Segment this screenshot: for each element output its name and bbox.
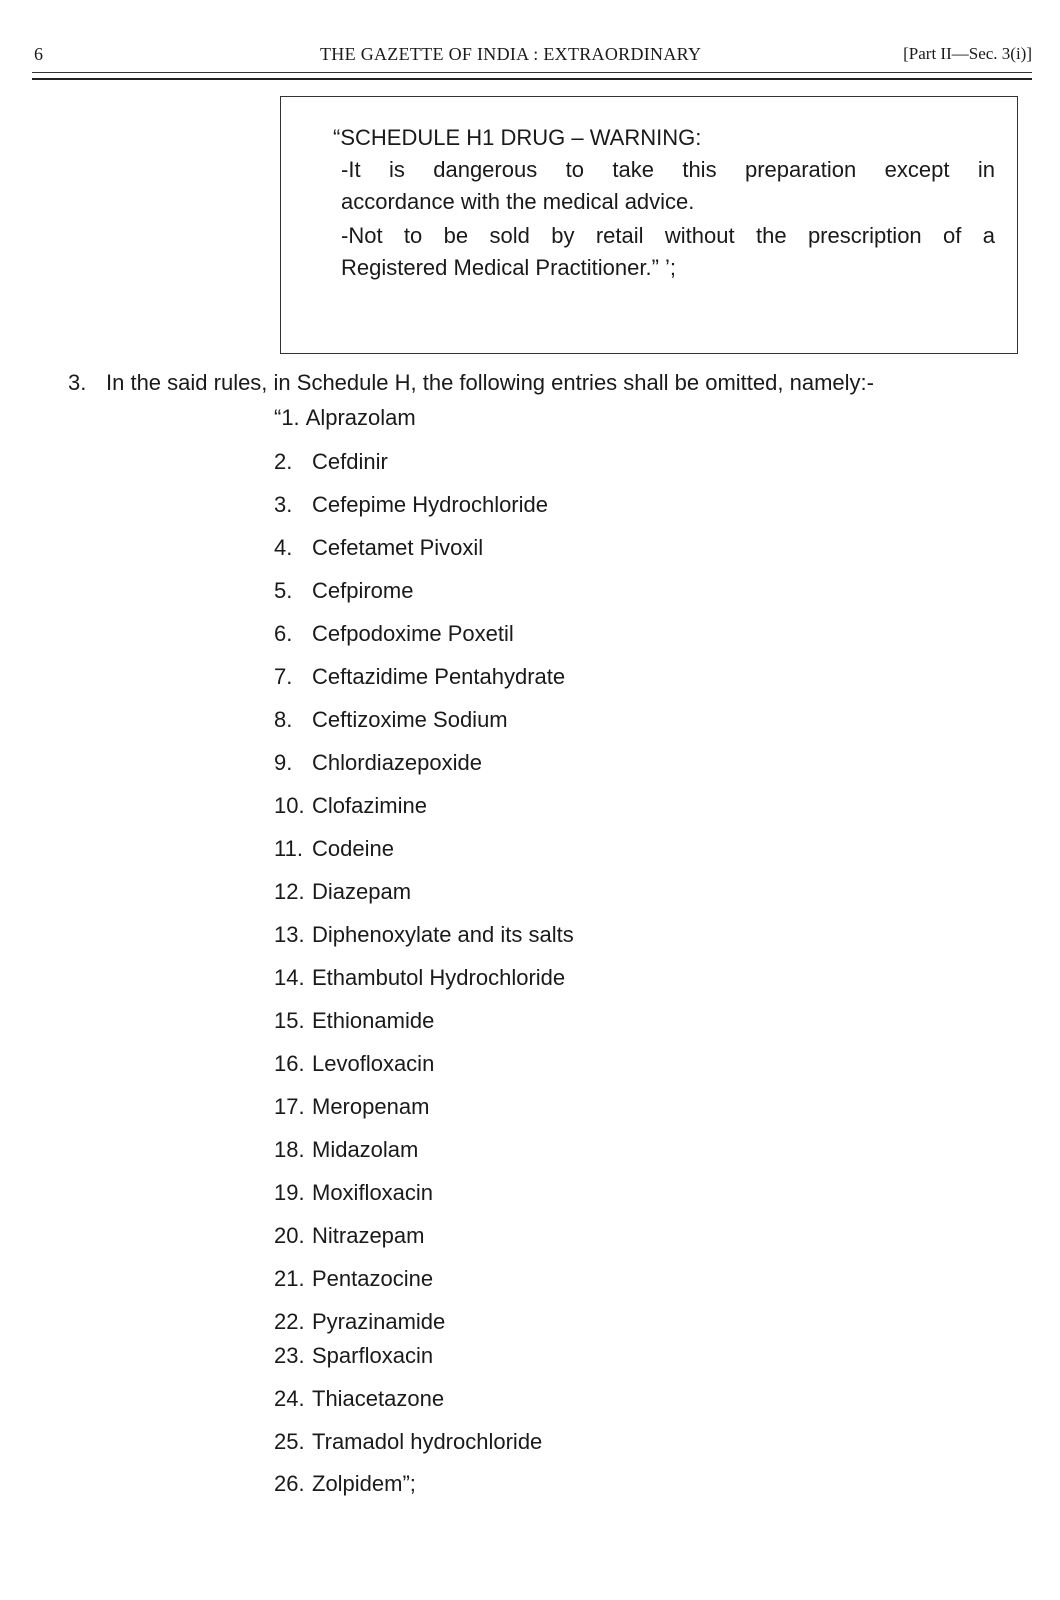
list-item [274, 1470, 416, 1498]
list-item-number: 8. [274, 707, 293, 732]
list-item [274, 663, 565, 691]
list-item-name: Pyrazinamide [312, 1309, 446, 1334]
list-item-number: 2. [274, 449, 293, 474]
list-item-name: Ethambutol Hydrochloride [312, 965, 566, 990]
list-item [274, 1007, 434, 1035]
list-item-number: 10. [274, 793, 305, 818]
list-item-name: Chlordiazepoxide [312, 750, 482, 775]
page-number: 6 [34, 44, 43, 64]
list-item-name: Diazepam [312, 879, 412, 904]
list-item-name: Cefpodoxime Poxetil [312, 621, 514, 646]
part-section-label: [Part II—Sec. 3(i)] [903, 44, 1032, 63]
list-item-name: Levofloxacin [312, 1051, 435, 1076]
list-item [274, 620, 514, 648]
list-item-number: 15. [274, 1008, 305, 1033]
list-item-number: 21. [274, 1266, 305, 1291]
warning-line-3: -Not to be sold by retail without the prescription of a [341, 223, 995, 248]
list-item-number: “1. [274, 405, 300, 430]
list-item-name: Sparfloxacin [312, 1343, 434, 1368]
list-item-name: Ceftazidime Pentahydrate [312, 664, 566, 689]
list-item [274, 964, 565, 992]
list-item-number: 7. [274, 664, 293, 689]
list-item-name: Cefpirome [312, 578, 414, 603]
list-item-name: Moxifloxacin [312, 1180, 434, 1205]
list-item-number: 6. [274, 621, 293, 646]
list-item-number: 3. [274, 492, 293, 517]
list-item-number: 25. [274, 1429, 305, 1454]
list-item-name: Meropenam [312, 1094, 430, 1119]
list-item-number: 5. [274, 578, 293, 603]
list-item [274, 534, 483, 562]
list-item-number: 14. [274, 965, 305, 990]
list-item [274, 577, 413, 605]
warning-title: “SCHEDULE H1 DRUG – WARNING: [333, 125, 702, 150]
warning-line-4: Registered Medical Practitioner.” ’; [341, 255, 677, 280]
list-item [274, 878, 411, 906]
list-item-name: Midazolam [312, 1137, 419, 1162]
list-item [274, 1428, 542, 1456]
list-item [274, 792, 427, 820]
list-item-number: 24. [274, 1386, 305, 1411]
list-item-name: Pentazocine [312, 1266, 434, 1291]
list-item-number: 20. [274, 1223, 305, 1248]
list-item-name: Ethionamide [312, 1008, 435, 1033]
list-item-name: Cefepime Hydrochloride [312, 492, 548, 517]
list-item [274, 1385, 444, 1413]
list-item [274, 1093, 429, 1121]
list-item-number: 12. [274, 879, 305, 904]
list-item-number: 22. [274, 1309, 305, 1334]
warning-line-2: accordance with the medical advice. [341, 189, 695, 214]
list-item-number: 16. [274, 1051, 305, 1076]
list-item-number: 9. [274, 750, 293, 775]
list-item [274, 1265, 433, 1293]
list-item-number: 19. [274, 1180, 305, 1205]
list-item-name: Codeine [312, 836, 394, 861]
list-item-name: Nitrazepam [312, 1223, 425, 1248]
gazette-title: THE GAZETTE OF INDIA : EXTRAORDINARY [320, 44, 702, 64]
list-item [274, 491, 548, 519]
list-item-name: Alprazolam [305, 405, 416, 430]
list-item [274, 448, 388, 476]
list-item-number: 4. [274, 535, 293, 560]
list-item-name: Zolpidem”; [312, 1471, 416, 1496]
list-item-name: Ceftizoxime Sodium [312, 707, 508, 732]
paragraph-text: In the said rules, in Schedule H, the following entries shall be omitted, namely:- [106, 370, 874, 395]
list-item-number: 13. [274, 922, 305, 947]
list-item-number: 17. [274, 1094, 305, 1119]
list-item-name: Diphenoxylate and its salts [312, 922, 574, 947]
list-item [274, 1342, 433, 1370]
list-item [274, 404, 416, 432]
list-item [274, 1136, 418, 1164]
paragraph-number: 3. [68, 370, 87, 395]
list-item-name: Tramadol hydrochloride [312, 1429, 543, 1454]
list-item-number: 11. [274, 836, 303, 861]
list-item [274, 706, 508, 734]
list-item [274, 749, 482, 777]
list-item-name: Clofazimine [312, 793, 427, 818]
list-item [274, 1050, 434, 1078]
warning-line-1: -It is dangerous to take this preparation except in [341, 157, 995, 182]
list-item-number: 23. [274, 1343, 305, 1368]
list-item [274, 835, 394, 863]
list-item-name: Thiacetazone [312, 1386, 445, 1411]
list-item-number: 26. [274, 1471, 305, 1496]
list-item [274, 921, 574, 949]
list-item-name: Cefetamet Pivoxil [312, 535, 484, 560]
list-item [274, 1222, 424, 1250]
list-item [274, 1308, 445, 1336]
list-item-number: 18. [274, 1137, 305, 1162]
list-item-name: Cefdinir [312, 449, 388, 474]
list-item [274, 1179, 433, 1207]
